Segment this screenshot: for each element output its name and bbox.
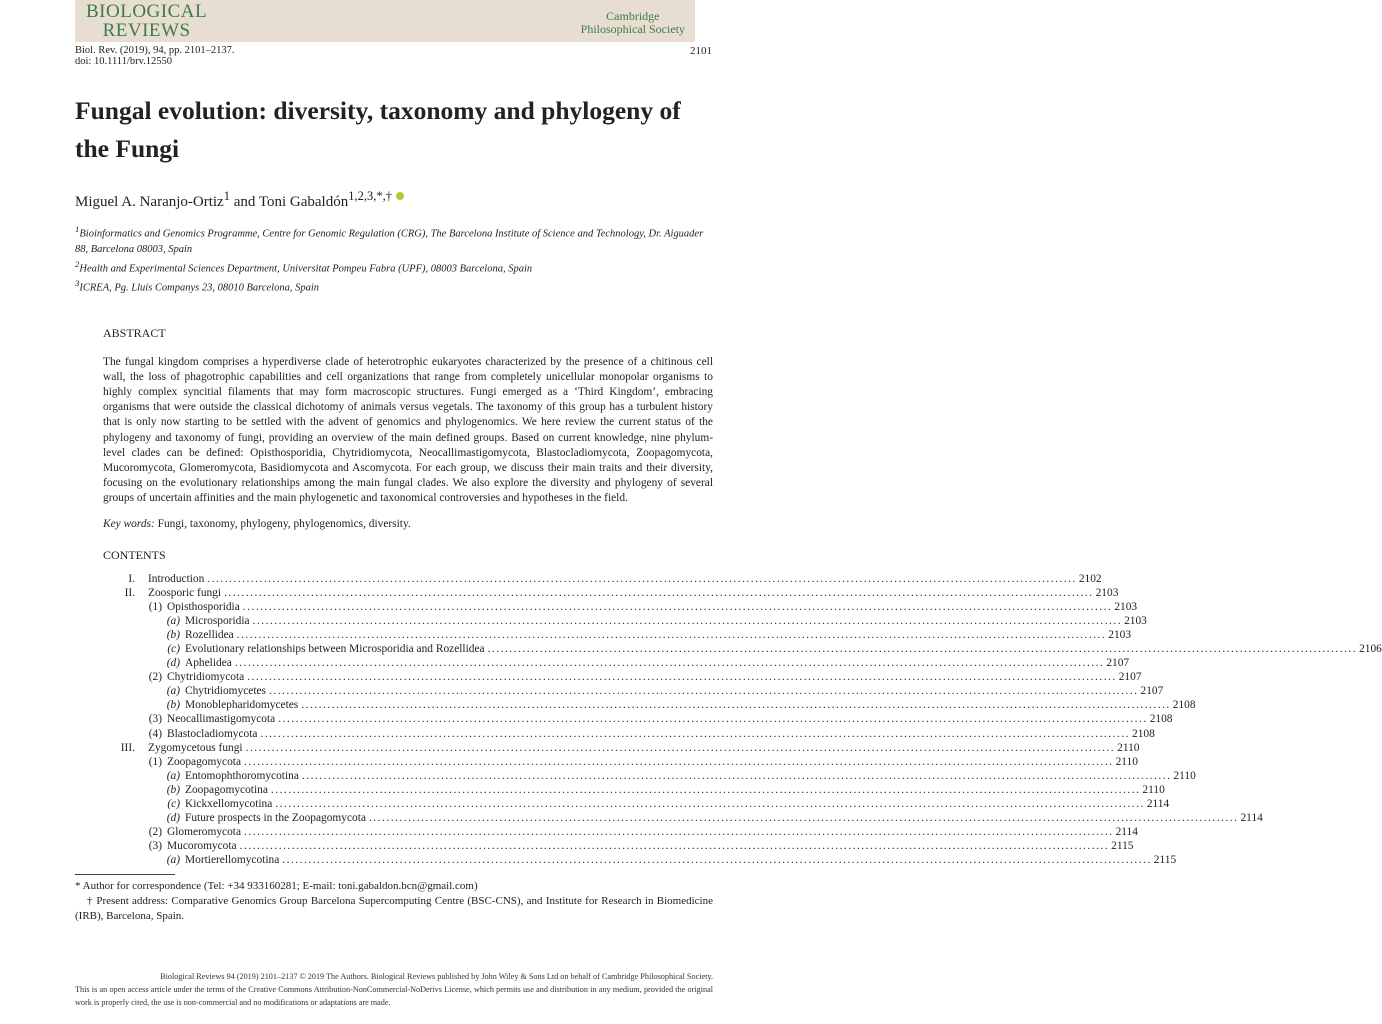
toc-page: 2103 [1108,628,1132,641]
toc-title: Zoosporic fungi [148,586,222,599]
toc-title: Zygomycetous fungi [148,741,243,754]
toc-entry[interactable] [0,825,1138,839]
society-logo: Cambridge Philosophical Society [580,9,685,36]
dot-leader: ........................................................................................................................................................................................................ [278,713,1148,726]
toc-entry[interactable] [0,797,1170,811]
toc-page: 2114 [1115,826,1138,839]
dot-leader: ........................................................................................................................................................................................................ [252,614,1123,627]
citation [75,45,234,67]
dot-leader: ........................................................................................................................................................................................................ [224,586,1094,599]
toc-entry[interactable] [0,741,1140,755]
toc-title: Mortierellomycotina [185,854,280,867]
toc-entry[interactable] [0,572,1102,586]
toc-title: Introduction [148,572,205,585]
toc-entry[interactable] [0,769,1196,783]
toc-number: (4) [148,727,162,740]
toc-number: (b) [166,783,180,796]
toc-number: III. [120,741,135,754]
toc-title: Rozellidea [185,628,234,641]
doi[interactable]: doi: 10.1111/brv.12550 [75,56,173,67]
toc-entry[interactable] [0,839,1134,853]
toc-entry[interactable] [0,727,1155,741]
toc-title: Neocallimastigomycota [167,713,276,726]
toc-entry[interactable] [0,853,1177,867]
toc-title: Glomeromycota [167,826,242,839]
toc-entry[interactable] [0,642,1382,656]
toc-page: 2107 [1118,671,1142,684]
toc-page: 2103 [1095,586,1119,599]
toc-page: 2107 [1140,685,1164,698]
toc-number: (a) [166,854,180,867]
toc-number: (d) [166,657,180,670]
toc-number: (b) [166,628,180,641]
abstract-heading: ABSTRACT [103,325,166,340]
dot-leader: ........................................................................................................................................................................................................ [207,572,1077,585]
toc-page: 2103 [1124,614,1147,627]
toc-number: (3) [148,713,162,726]
toc-number: (1) [148,755,162,768]
table-of-contents [0,572,1382,868]
dot-leader: ........................................................................................................................................................................................................ [242,600,1113,613]
present-address-note: † Present address: Comparative Genomics Group Barcelona Supercomputing Centre (BSC-CNS), and Institute for Research in Biomedicine (IRB), Barcelona, Spain. [75,894,713,922]
abstract-text: The fungal kingdom comprises a hyperdiverse clade of heterotrophic eukaryotes characterized by the presence of a chitinous cell wall, the loss of phagotrophic capabilities and cell organizations that range from completely unicellular monopolar organisms to highly complex syncitial filaments that may form macroscopic structures. Fungi emerged as a ‘Third Kingdom’, embracing organisms that were outside the classical dichotomy of animals versus vegetals. The taxonomy of this group has a turbulent history that is only now starting to be settled with the advent of genomics and phylogenomics. We here review the current status of the phylogeny and taxonomy of fungi, providing an overview of the main defined groups. Based on current knowledge, nine phylum-level clades can be defined: Opisthosporidia, Chytridiomycota, Neocallimastigomycota, Blastocladiomycota, Zoopagomycota, Mucoromycota, Glomeromycota, Basidiomycota and Ascomycota. For each group, we discuss their main traits and their diversity, focusing on the evolutionary relationships among the main fungal clades. We also explore the diversity and phylogeny of several groups of uncertain affinities and the main phylogenetic and taxonomical controversies and hypotheses in the field. [103,355,713,505]
toc-title: Zoopagomycota [167,755,242,768]
toc-entry[interactable] [0,614,1147,628]
toc-title: Kickxellomycotina [185,798,273,811]
toc-entry[interactable] [0,811,1263,825]
dot-leader: ........................................................................................................................................................................................................ [260,727,1131,740]
page-number: 2101 [690,45,712,57]
correspondence-note: * Author for correspondence (Tel: +34 933160281; E-mail: toni.gabaldon.bcn@gmail.com) [75,879,478,892]
contents-heading: CONTENTS [103,547,166,562]
toc-title: Blastocladiomycota [167,727,258,740]
toc-page: 2110 [1117,741,1140,754]
authors: Miguel A. Naranjo-Ortiz$^1$ and Toni Gabaldón$^{1,2,3,*,\dagger}$ [75,186,768,212]
toc-entry[interactable] [0,656,1130,670]
toc-number: (a) [166,685,180,698]
toc-page: 2115 [1111,840,1134,853]
dot-leader: ........................................................................................................................................................................................................ [270,783,1141,796]
toc-page: 2107 [1106,657,1130,670]
dot-leader: ........................................................................................................................................................................................................ [301,699,1171,712]
toc-title: Future prospects in the Zoopagomycota [185,812,366,825]
dot-leader: ........................................................................................................................................................................................................ [269,685,1139,698]
journal-logo: BIOLOGICAL REVIEWS [86,1,208,41]
toc-number: (3) [148,840,162,853]
toc-entry[interactable] [0,600,1138,614]
toc-title: Mucoromycota [167,840,237,853]
dot-leader: ........................................................................................................................................................................................................ [239,840,1110,853]
toc-page: 2108 [1132,727,1155,740]
toc-page: 2114 [1146,798,1170,811]
toc-page: 2106 [1359,643,1382,655]
toc-title: Chytridiomycetes [185,685,266,698]
toc-page: 2110 [1115,755,1138,768]
toc-page: 2110 [1142,783,1165,796]
toc-number: (c) [167,643,180,655]
dot-leader: ........................................................................................................................................................................................................ [487,643,1358,655]
dot-leader: ........................................................................................................................................................................................................ [236,628,1107,641]
toc-page: 2110 [1173,769,1196,782]
orcid-icon[interactable] [396,192,404,200]
footnote-divider [75,874,175,875]
toc-entry[interactable] [0,698,1196,712]
toc-entry[interactable] [0,684,1164,698]
toc-number: (2) [148,671,162,684]
toc-number: (1) [148,600,162,613]
toc-page: 2108 [1172,699,1196,712]
toc-page: 2114 [1240,812,1263,825]
footnotes [75,879,713,924]
toc-title: Opisthosporidia [167,600,240,613]
toc-page: 2115 [1153,854,1177,867]
toc-number: (2) [148,826,162,839]
affiliation: $^1$Bioinformatics and Genomics Programme, Centre for Genomic Regulation (CRG), The Barcelona Institute of Science and Technology, Dr. Aiguader 88, Barcelona 08003, Spain [75,224,704,255]
toc-page: 2108 [1149,713,1173,726]
toc-title: Evolutionary relationships between Microsporidia and Rozellidea [185,643,485,655]
toc-entry[interactable] [0,783,1165,797]
dot-leader: ........................................................................................................................................................................................................ [244,755,1114,768]
article-body [0,92,1382,924]
toc-number: (a) [166,769,180,782]
dot-leader: ........................................................................................................................................................................................................ [247,671,1117,684]
keywords: Key words: Fungi, taxonomy, phylogeny, phylogenomics, diversity. [103,517,411,530]
toc-title: Zoopagomycotina [185,783,268,796]
license-footer: Biological Reviews 94 (2019) 2101–2137 © 2019 The Authors. Biological Reviews published by John Wiley & Sons Ltd on behalf of Cambridge Philosophical Society. This is an open access article under the terms of the Creative Commons Attribution-NonCommercial-NoDerivs License, which permits use and distribution in any medium, provided the original work is properly cited, the use is non-commercial and no modifications or adaptations are made. [75,972,713,1007]
citation-text: Biol. Rev. (2019), 94, pp. 2101–2137. [75,45,235,56]
toc-number: (c) [167,798,180,811]
dot-leader: ........................................................................................................................................................................................................ [244,826,1114,839]
toc-page: 2102 [1078,572,1102,585]
dot-leader: ........................................................................................................................................................................................................ [275,798,1145,811]
toc-entry[interactable] [0,755,1138,769]
toc-title: Aphelidea [185,657,232,670]
toc-entry[interactable] [0,670,1142,684]
affiliations [75,222,715,296]
journal-header-band [75,0,695,42]
toc-entry[interactable] [0,712,1173,726]
toc-number: (b) [166,699,180,712]
dot-leader: ........................................................................................................................................................................................................ [282,854,1152,867]
toc-number: (d) [166,812,180,825]
paper-title: Fungal evolution: diversity, taxonomy and phylogeny of the Fungi [75,96,681,163]
toc-page: 2103 [1114,600,1138,613]
toc-title: Entomophthoromycotina [185,769,299,782]
dot-leader: ........................................................................................................................................................................................................ [234,657,1105,670]
toc-number: (a) [166,614,180,627]
toc-entry[interactable] [0,628,1132,642]
toc-number: II. [124,586,135,599]
affiliation: $^2$Health and Experimental Sciences Department, Universitat Pompeu Fabra (UPF), 08003 Barcelona, Spain [75,258,533,274]
dot-leader: ........................................................................................................................................................................................................ [245,741,1116,754]
toc-title: Microsporidia [185,614,250,627]
toc-title: Chytridiomycota [167,671,245,684]
toc-entry[interactable] [0,586,1119,600]
affiliation: $^3$ICREA, Pg. Lluís Companys 23, 08010 Barcelona, Spain [75,278,320,294]
toc-number: I. [128,572,135,585]
dot-leader: ........................................................................................................................................................................................................ [301,769,1172,782]
toc-title: Monoblepharidomycetes [185,699,299,712]
dot-leader: ........................................................................................................................................................................................................ [368,812,1239,825]
